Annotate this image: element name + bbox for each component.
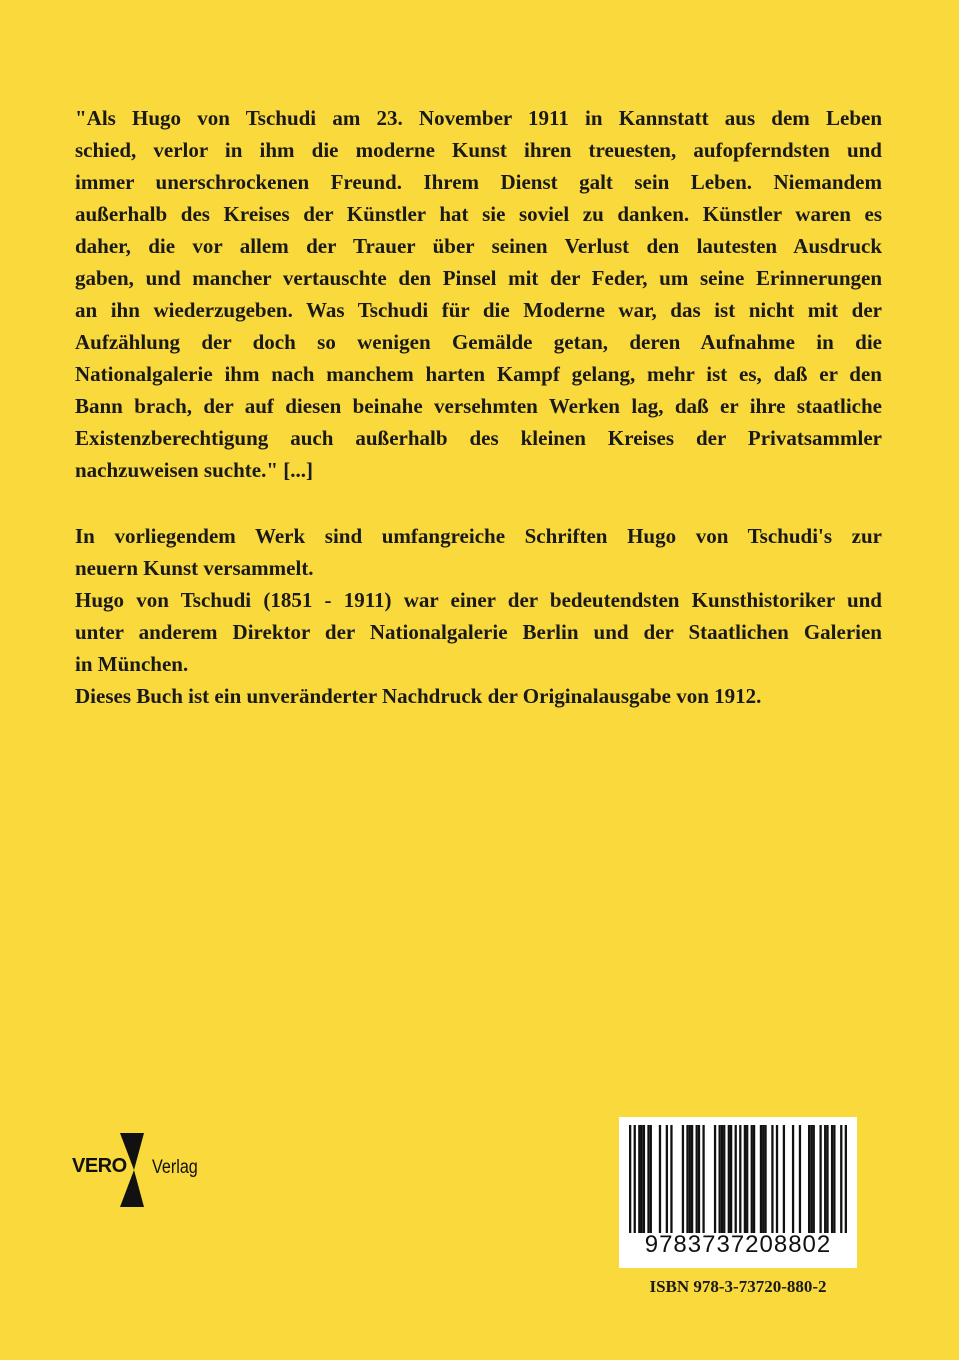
barcode-icon — [629, 1125, 847, 1233]
barcode-bar — [762, 1125, 764, 1233]
barcode-bar — [666, 1125, 668, 1233]
barcode-bar — [810, 1125, 812, 1233]
quote-line: daher, die vor allem der Trauer über seinen Verlust den lautesten Ausdruck — [75, 234, 882, 258]
description-line: unter anderem Direktor der Nationalgalerie Berlin und der Staatlichen Galerien — [75, 620, 882, 644]
barcode-bar — [819, 1125, 821, 1233]
barcode-bar — [643, 1125, 645, 1233]
barcode-bar — [691, 1125, 693, 1233]
barcode-bar — [629, 1125, 631, 1233]
description-line: In vorliegendem Werk sind umfangreiche Schriften Hugo von Tschudi's zur — [75, 524, 882, 548]
barcode-bar — [670, 1125, 672, 1233]
description-line: neuern Kunst versammelt. — [75, 556, 314, 580]
logo-vero-text: VERO — [72, 1155, 127, 1177]
barcode-bar — [813, 1125, 815, 1233]
barcode-bar — [764, 1125, 766, 1233]
barcode-bar — [718, 1125, 720, 1233]
barcode-bar — [776, 1125, 778, 1233]
description-paragraph — [75, 520, 882, 712]
barcode — [619, 1117, 857, 1268]
quote-line: nachzuweisen suchte." [...] — [75, 458, 313, 482]
barcode-bar — [659, 1125, 661, 1233]
barcode-bar — [723, 1125, 725, 1233]
quote-paragraph — [75, 102, 882, 486]
quote-line: außerhalb des Kreises der Künstler hat sie soviel zu danken. Künstler waren es — [75, 202, 882, 226]
barcode-bar — [783, 1125, 785, 1233]
quote-line: schied, verlor in ihm die moderne Kunst ihren treuesten, aufopferndsten und — [75, 138, 882, 162]
barcode-bar — [792, 1125, 794, 1233]
isbn-label: ISBN 978-3-73720-880-2 — [649, 1277, 827, 1296]
barcode-bar — [702, 1125, 704, 1233]
quote-line: immer unerschrockenen Freund. Ihrem Dienst galt sein Leben. Niemandem — [75, 170, 882, 194]
barcode-bar — [735, 1125, 737, 1233]
barcode-bar — [840, 1125, 842, 1233]
barcode-bar — [689, 1125, 691, 1233]
barcode-bar — [698, 1125, 700, 1233]
barcode-bar — [746, 1125, 748, 1233]
quote-line: gaben, und mancher vertauschte den Pinsel mit der Feder, um seine Erinnerungen — [75, 266, 882, 290]
barcode-bar — [739, 1125, 741, 1233]
quote-line: Aufzählung der doch so wenigen Gemälde getan, deren Aufnahme in die — [75, 330, 882, 354]
quote-line: "Als Hugo von Tschudi am 23. November 1911 in Kannstatt aus dem Leben — [75, 106, 882, 130]
barcode-bar — [714, 1125, 716, 1233]
logo-verlag-text: Verlag — [152, 1157, 198, 1178]
barcode-bar — [833, 1125, 835, 1233]
publisher-logo — [72, 1133, 202, 1207]
description-line: Hugo von Tschudi (1851 - 1911) war einer der bedeutendsten Kunsthistoriker und — [75, 588, 882, 612]
barcode-bar — [682, 1125, 684, 1233]
barcode-bar — [721, 1125, 723, 1233]
barcode-bar — [634, 1125, 636, 1233]
barcode-bar — [771, 1125, 773, 1233]
barcode-bar — [751, 1125, 753, 1233]
barcode-bar — [760, 1125, 762, 1233]
description-line: Dieses Buch ist ein unveränderter Nachdruck der Originalausgabe von 1912. — [75, 684, 762, 708]
hourglass-mark-icon — [114, 1133, 150, 1207]
barcode-bar — [831, 1125, 833, 1233]
barcode-bar — [808, 1125, 810, 1233]
barcode-bar — [728, 1125, 730, 1233]
barcode-bar — [799, 1125, 801, 1233]
barcode-bar — [730, 1125, 732, 1233]
barcode-bar — [686, 1125, 688, 1233]
barcode-bar — [638, 1125, 640, 1233]
barcode-bar — [824, 1125, 826, 1233]
quote-line: Bann brach, der auf diesen beinahe versehmten Werken lag, daß er ihre staatliche — [75, 394, 882, 418]
quote-line: Existenzberechtigung auch außerhalb des kleinen Kreises der Privatsammler — [75, 426, 882, 450]
barcode-bar — [696, 1125, 698, 1233]
quote-line: an ihn wiederzugeben. Was Tschudi für die Moderne war, das ist nicht mit der — [75, 298, 882, 322]
barcode-bar — [826, 1125, 828, 1233]
barcode-bar — [650, 1125, 652, 1233]
barcode-bar — [647, 1125, 649, 1233]
barcode-bar — [845, 1125, 847, 1233]
quote-line: Nationalgalerie ihm nach manchem harten Kampf gelang, mehr ist es, daß er den — [75, 362, 882, 386]
barcode-bar — [744, 1125, 746, 1233]
barcode-bar — [753, 1125, 755, 1233]
description-line: in München. — [75, 652, 189, 676]
barcode-bar — [640, 1125, 642, 1233]
barcode-digits: 9783737208802 — [644, 1231, 832, 1258]
